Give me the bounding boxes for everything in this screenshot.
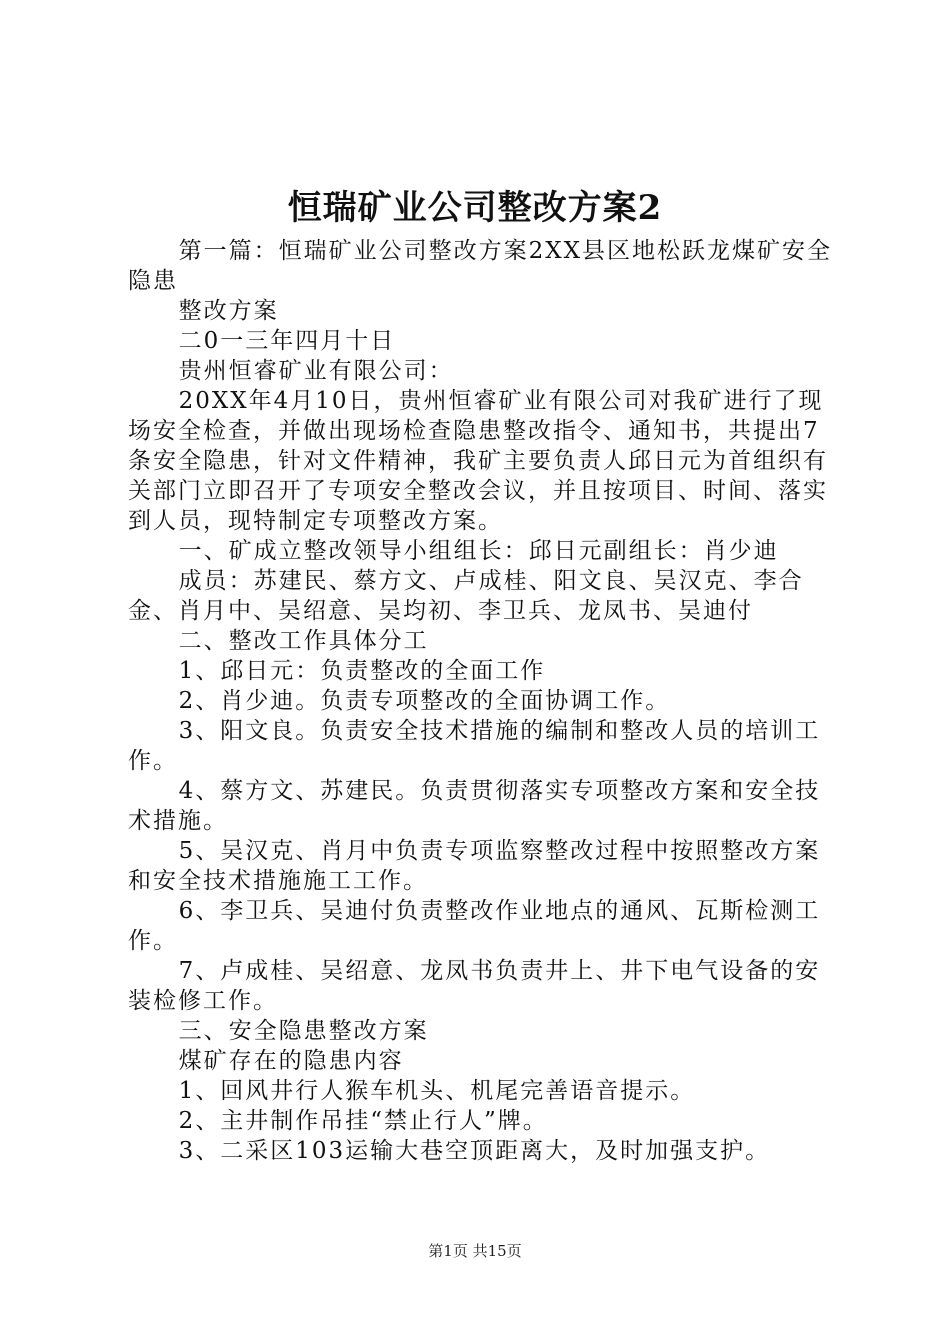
paragraph: 二、整改工作具体分工: [178, 628, 429, 654]
paragraph: 3、阳文良。负责安全技术措施的编制和整改人员的培训工作。: [128, 718, 821, 774]
paragraph: 1、回风井行人猴车机头、机尾完善语音提示。: [178, 1078, 696, 1104]
paragraph: 1、邱日元：负责整改的全面工作: [178, 658, 546, 684]
paragraph: 三、安全隐患整改方案: [178, 1018, 429, 1044]
paragraph: 成员：苏建民、蔡方文、卢成桂、阳文良、吴汉克、李合金、肖月中、吴绍意、吴均初、李卫兵、龙凤书、吴迪付: [128, 568, 804, 624]
paragraph: 7、卢成桂、吴绍意、龙凤书负责井上、井下电气设备的安装检修工作。: [128, 958, 821, 1014]
paragraph: 2、肖少迪。负责专项整改的全面协调工作。: [178, 688, 671, 714]
document-body: [128, 236, 840, 1166]
paragraph: 2、主井制作吊挂“禁止行人”牌。: [178, 1108, 548, 1134]
paragraph: 4、蔡方文、苏建民。负责贯彻落实专项整改方案和安全技术措施。: [128, 778, 821, 834]
page-number-footer: 第1页 共15页: [428, 1242, 522, 1260]
paragraph: 5、吴汉克、肖月中负责专项监察整改过程中按照整改方案和安全技术措施施工工作。: [128, 838, 821, 894]
paragraph: 整改方案: [178, 298, 279, 324]
paragraph: 贵州恒睿矿业有限公司：: [178, 358, 454, 384]
document-title: 恒瑞矿业公司整改方案2: [287, 188, 663, 228]
paragraph: 一、矿成立整改领导小组组长：邱日元副组长：肖少迪: [178, 538, 779, 564]
paragraph: 20XX年4月10日，贵州恒睿矿业有限公司对我矿进行了现场安全检查，并做出现场检查隐患整改指令、通知书，共提出7条安全隐患，针对文件精神，我矿主要负责人邱日元为首组织有关部门立即召开了专项安全整改会议，并且按项目、时间、落实到人员，现特制定专项整改方案。: [128, 388, 828, 534]
paragraph: 3、二采区103运输大巷空顶距离大，及时加强支护。: [178, 1138, 771, 1164]
paragraph: 第一篇：恒瑞矿业公司整改方案2XX县区地松跃龙煤矿安全隐患: [128, 238, 832, 294]
paragraph: 二0一三年四月十日: [178, 328, 396, 354]
paragraph: 煤矿存在的隐患内容: [178, 1048, 404, 1074]
paragraph: 6、李卫兵、吴迪付负责整改作业地点的通风、瓦斯检测工作。: [128, 898, 821, 954]
